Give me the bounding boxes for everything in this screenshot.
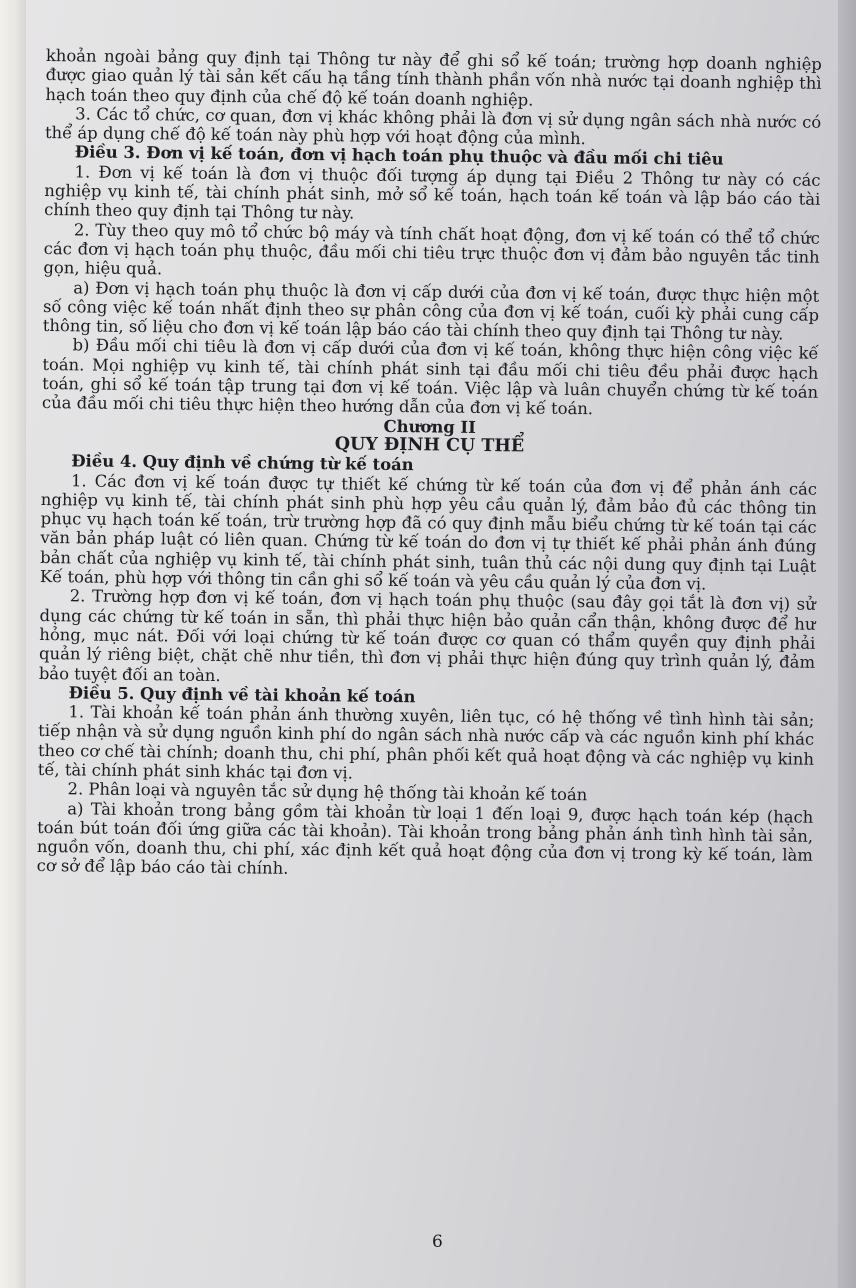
article-heading: Điều 3. Đơn vị kế toán, đơn vị hạch toán phụ thuộc và đầu mối chi tiêu <box>74 142 724 170</box>
paragraph: 3. Các tổ chức, cơ quan, đơn vị khác không phải là đơn vị sử dụng ngân sách nhà nước có thể áp dụng chế độ kế toán này phù hợp với hoạt động của mình. <box>44 104 822 149</box>
page-number: 6 <box>432 1232 443 1252</box>
paragraph: b) Đầu mối chi tiêu là đơn vị cấp dưới của đơn vị kế toán, không thực hiện công việc kế toán. Mọi nghiệp vụ kinh tế, tài chính phát sinh tại đầu mối chi tiêu đều phải được hạch toán, ghi sổ kế toán tập trung tại đơn vị kế toán. Việc lập và luân chuyển chứng từ kế toán của đầu mối chi tiêu thực hiện theo hướng dẫn của đơn vị kế toán. <box>41 335 819 419</box>
chapter-label: Chương II <box>383 416 476 437</box>
article-heading: Điều 5. Quy định về tài khoản kế toán <box>68 683 416 707</box>
document-body <box>37 46 822 885</box>
book-edge <box>0 0 26 1288</box>
paragraph: a) Đơn vị hạch toán phụ thuộc là đơn vị cấp dưới của đơn vị kế toán, được thực hiện một số công việc kế toán nhất định theo sự phân công của đơn vị kế toán, cuối kỳ phải cung cấp thông tin, số liệu cho đơn vị kế toán lập báo cáo tài chính theo quy định tại Thông tư này. <box>42 277 820 344</box>
page-shadow <box>838 0 856 1288</box>
paragraph: 1. Đơn vị kế toán là đơn vị thuộc đối tượng áp dụng tại Điều 2 Thông tư này có các nghiệp vụ kinh tế, tài chính phát sinh, mở sổ kế toán, hạch toán kế toán và lập báo cáo tài chính theo quy định tại Thông tư này. <box>44 162 821 223</box>
article-heading: Điều 4. Quy định về chứng từ kế toán <box>71 451 414 475</box>
chapter-title: QUY ĐỊNH CỤ THỂ <box>334 434 525 457</box>
paragraph: 1. Các đơn vị kế toán được tự thiết kế chứng từ kế toán của đơn vị để phản ánh các nghiệp vụ kinh tế, tài chính phát sinh phù hợp yêu cầu quản lý, đảm bảo đủ các thông tin phục vụ hạch toán kế toán, trừ trường hợp đã có quy định mẫu biểu chứng từ kế toán tại các văn bản pháp luật có liên quan. Chứng từ kế toán do đơn vị tự thiết kế phải phản ánh đúng bản chất của nghiệp vụ kinh tế, tài chính phát sinh, tuân thủ các nội dung quy định tại Luật Kế toán, phù hợp với thông tin cần ghi sổ kế toán và yêu cầu quản lý của đơn vị. <box>39 470 818 594</box>
paragraph: a) Tài khoản trong bảng gồm tài khoản từ loại 1 đến loại 9, được hạch toán kép (hạch toán bút toán đối ứng giữa các tài khoản). Tài khoản trong bảng phản ánh tình hình tài sản, nguồn vốn, doanh thu, chi phí, xác định kết quả hoạt động của đơn vị trong kỳ kế toán, làm cơ sở để lập báo cáo tài chính. <box>36 798 814 879</box>
paragraph: 1. Tài khoản kế toán phản ánh thường xuyên, liên tục, có hệ thống về tình hình tài sản; tiếp nhận và sử dụng nguồn kinh phí do ngân sách nhà nước cấp và các nguồn kinh phí khác theo cơ chế tài chính; doanh thu, chi phí, phân phối kết quả hoạt động và các nghiệp vụ kinh tế, tài chính phát sinh khác tại đơn vị. <box>37 702 815 783</box>
paragraph: 2. Trường hợp đơn vị kế toán, đơn vị hạch toán phụ thuộc (sau đây gọi tắt là đơn vị) sử dụng các chứng từ kế toán in sẵn, thì phải thực hiện bảo quản cẩn thận, không được để hư hỏng, mục nát. Đối với loại chứng từ kế toán được cơ quan có thẩm quyền quy định phải quản lý riêng biệt, chặt chẽ như tiền, thì đơn vị phải thực hiện đúng quy trình quản lý, đảm bảo tuyệt đối an toàn. <box>38 586 816 685</box>
paragraph: 2. Phân loại và nguyên tắc sử dụng hệ thống tài khoản kế toán <box>67 779 588 805</box>
paragraph: 2. Tùy theo quy mô tổ chức bộ máy và tính chất hoạt động, đơn vị kế toán có thể tổ chức các đơn vị hạch toán phụ thuộc, đầu mối chi tiêu trực thuộc đơn vị đảm bảo nguyên tắc tinh gọn, hiệu quả. <box>43 220 820 279</box>
paragraph: khoản ngoài bảng quy định tại Thông tư này để ghi sổ kế toán; trường hợp doanh nghiệp được giao quản lý tài sản kết cấu hạ tầng tính thành phần vốn nhà nước tại doanh nghiệp thì hạch toán theo quy định của chế độ kế toán doanh nghiệp. <box>45 46 822 110</box>
